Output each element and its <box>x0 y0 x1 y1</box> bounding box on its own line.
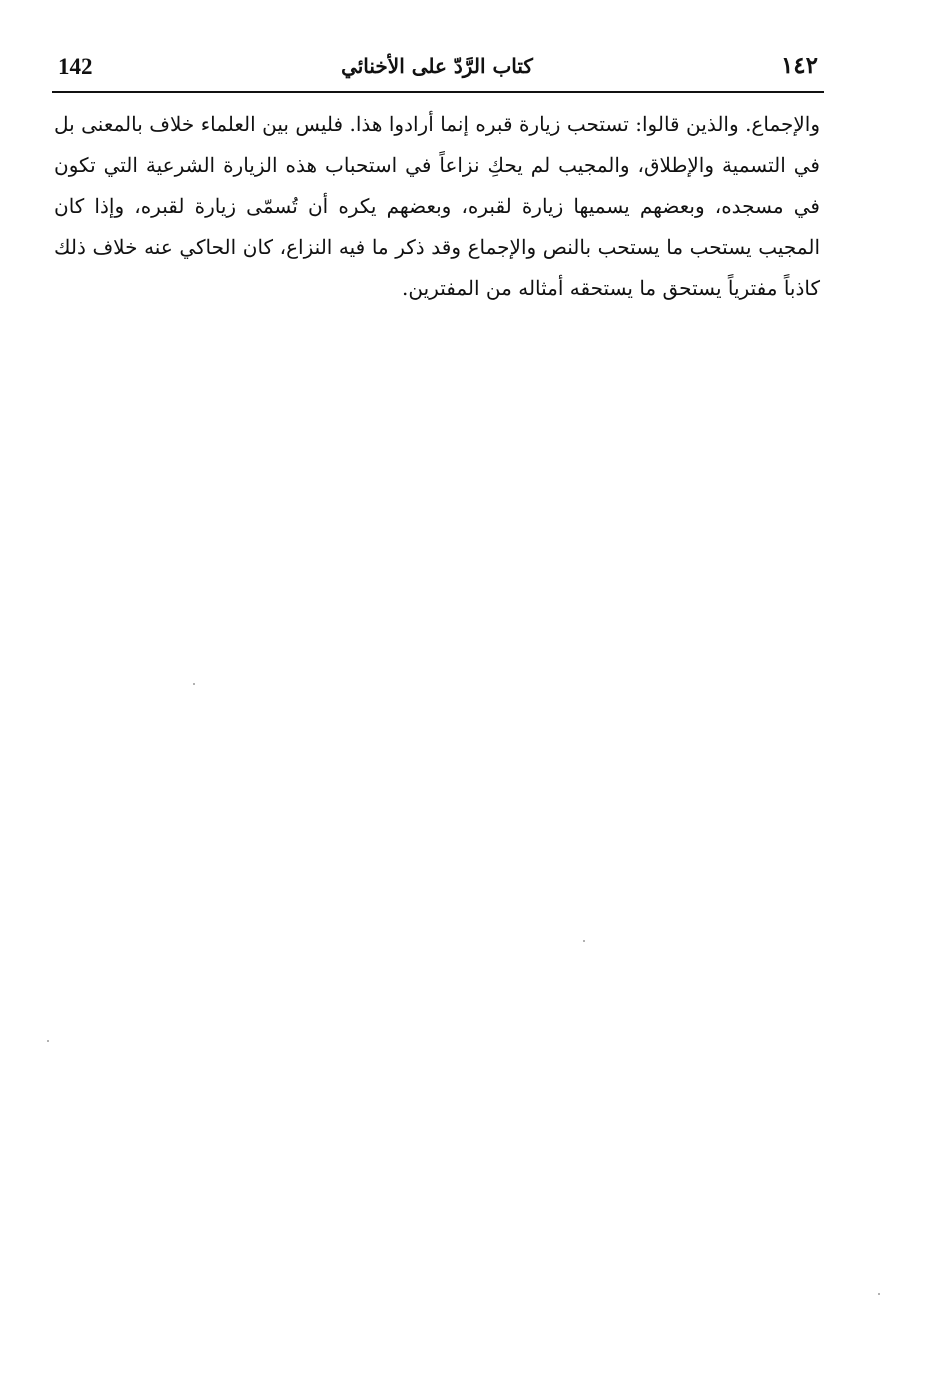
scan-speck <box>583 940 585 942</box>
body-text <box>54 104 820 309</box>
scan-speck <box>878 1293 880 1295</box>
page-header <box>52 48 822 88</box>
scan-speck <box>193 683 195 685</box>
header-divider <box>52 91 824 93</box>
running-title: كتاب الرَّدّ على الأخنائي <box>341 54 533 78</box>
page-number-latin: 142 <box>58 54 93 79</box>
body-paragraph: والإجماع. والذين قالوا: تستحب زيارة قبره إنما أرادوا هذا. فليس بين العلماء خلاف بالمعنى بل في التسمية والإطلاق، والمجيب لم يحكِ نزاعاً في استحباب هذه الزيارة الشرعية التي تكون في مسجده، وبعضهم يسميها زيارة لقبره، وبعضهم يكره أن تُسمّى زيارة لقبره، وإذا كان المجيب يستحب ما يستحب بالنص والإجماع وقد ذكر ما فيه النزاع، كان الحاكي عنه خلاف ذلك كاذباً مفترياً يستحق ما يستحقه أمثاله من المفترين. <box>54 112 820 300</box>
page-number-arabic: ١٤٢ <box>780 52 818 79</box>
scan-speck <box>47 1040 49 1042</box>
